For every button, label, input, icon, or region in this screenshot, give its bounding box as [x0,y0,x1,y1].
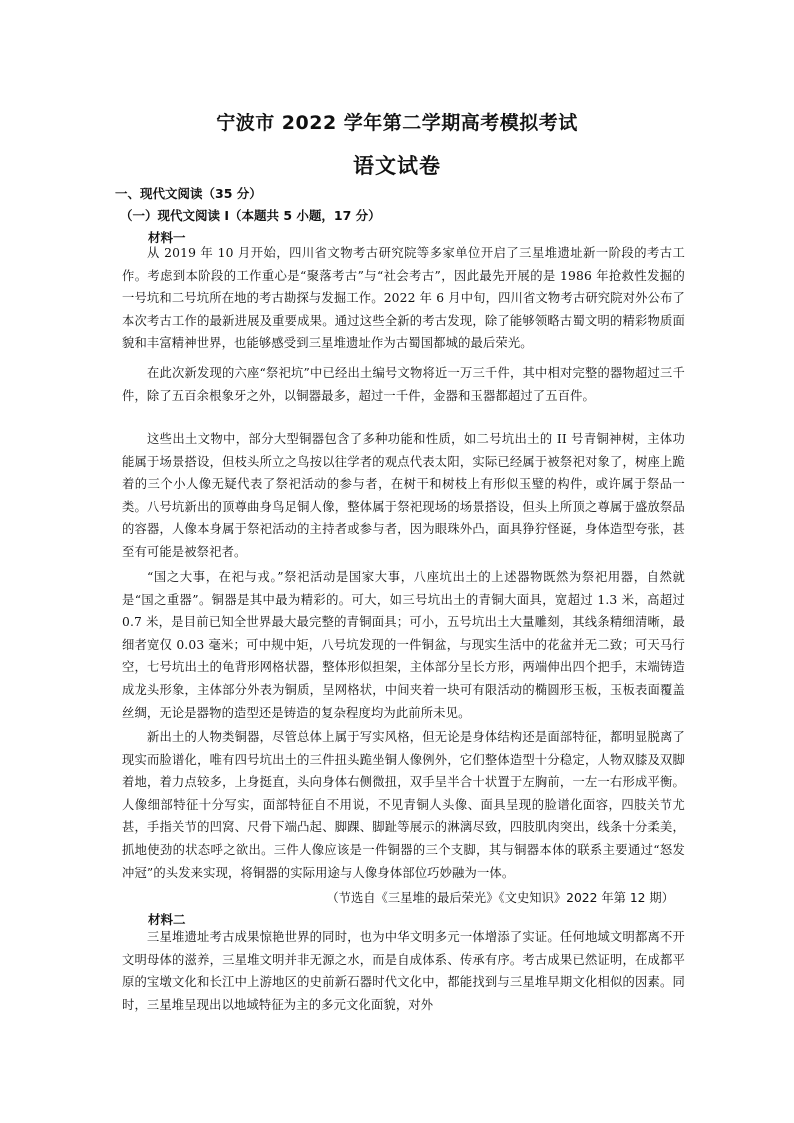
material-2-label: 材料二 [148,912,186,927]
exam-title: 宁波市 2022 学年第二学期高考模拟考试 [216,112,578,134]
material-1-paragraph: 从 2019 年 10 月开始，四川省文物考古研究院等多家单位开启了三星堆遗址新一阶段的考古工作。考虑到本阶段的工作重心是“聚落考古”与“社会考古”，因此最先开展的是 1986 年抢救性发掘的一号坑和二号坑所在地的考古勘探与发掘工作。2022 年 6 月中旬，四川省文物考古研究院对外公布了本次考古工作的最新进展及重要成果。通过这些全新的考古发现，除了能够领略古蜀文明的精彩物质面貌和丰富精神世界，也能够感受到三星堆遗址作为古蜀国都城的最后荣光。 [122,246,685,351]
exam-subtitle: 语文试卷 [353,154,441,178]
material-1-paragraph: 新出土的人物类铜器，尽管总体上属于写实风格，但无论是身体结构还是面部特征，都明显脱离了现实而脸谱化，唯有四号坑出土的三件扭头跪坐铜人像例外，它们整体造型十分稳定，人物双膝及双脚着地，着力点较多，上身挺直，头向身体右侧微扭，双手呈半合十状置于左胸前，一左一右形成平衡。人像细部特征十分写实，面部特征自不用说，不见青铜人头像、面具呈现的脸谱化面容，四肢关节尤甚，手指关节的凹窝、尺骨下端凸起、脚踝、脚趾等展示的淋漓尽致，四肢肌肉突出，线条十分柔美，抓地使劲的状态呼之欲出。三件人像应该是一件铜器的三个支脚，其与铜器本体的联系主要通过“怒发冲冠”的头发来实现，将铜器的实际用途与人像身体部位巧妙融为一体。 [122,730,685,880]
material-1-label: 材料一 [148,230,186,245]
material-1-paragraph: 这些出土文物中，部分大型铜器包含了多种功能和性质，如二号坑出土的 II 号青铜神树，主体功能属于场景搭设，但枝头所立之鸟按以往学者的观点代表太阳，实际已经属于被祭祀对象了，树座上跪着的三个小人像无疑代表了祭祀活动的参与者，在树干和树枝上有形似玉璧的构件，或许属于祭品一类。八号坑新出的顶尊曲身鸟足铜人像，整体属于祭祀现场的场景搭设，但头上所顶之尊属于盛放祭品的容器，人像本身属于祭祀活动的主持者或参与者，因为眼珠外凸，面具狰狞怪诞，身体造型夸张，甚至有可能是被祭祀者。 [122,432,685,559]
material-2-paragraph: 三星堆遗址考古成果惊艳世界的同时，也为中华文明多元一体增添了实证。任何地域文明都离不开文明母体的滋养，三星堆文明并非无源之水，而是自成体系、传承有序。考古成果已然证明，在成都平原的宝墩文化和长江中上游地区的史前新石器时代文化中，都能找到与三星堆早期文化相似的因素。同时，三星堆呈现出以地域特征为主的多元文化面貌，对外 [122,930,685,1012]
subsection-heading: （一）现代文阅读 I（本题共 5 小题，17 分） [120,208,381,223]
material-1-paragraph: 在此次新发现的六座“祭祀坑”中已经出土编号文物将近一万三千件，其中相对完整的器物超过三千件，除了五百余根象牙之外，以铜器最多，超过一千件，金器和玉器都超过了五百件。 [122,366,685,403]
material-1-source: （节选自《三星堆的最后荣光》《文史知识》2022 年第 12 期） [326,891,674,905]
material-1-paragraph: “国之大事，在祀与戎。”祭祀活动是国家大事，八座坑出土的上述器物既然为祭祀用器，自然就是“国之重器”。铜器是其中最为精彩的。可大，如三号坑出土的青铜大面具，宽超过 1.3 米，高超过 0.7 米，是目前已知全世界最大最完整的青铜面具；可小，五号坑出土大量雕刻，其线条精细清晰，最细者宽仅 0.03 毫米；可中规中矩，八号坑发现的一件铜盆，与现实生活中的花盆并无二致；可天马行空，七号坑出土的龟背形网格状器，整体形似担架，主体部分呈长方形，两端伸出四个把手，末端铸造成龙头形象，主体部分外表为铜质，呈网格状，中间夹着一块可有限活动的椭圆形玉板，玉板表面覆盖丝绸，无论是器物的造型还是铸造的复杂程度均为此前所未见。 [122,570,685,720]
section-heading: 一、现代文阅读（35 分） [115,186,262,201]
